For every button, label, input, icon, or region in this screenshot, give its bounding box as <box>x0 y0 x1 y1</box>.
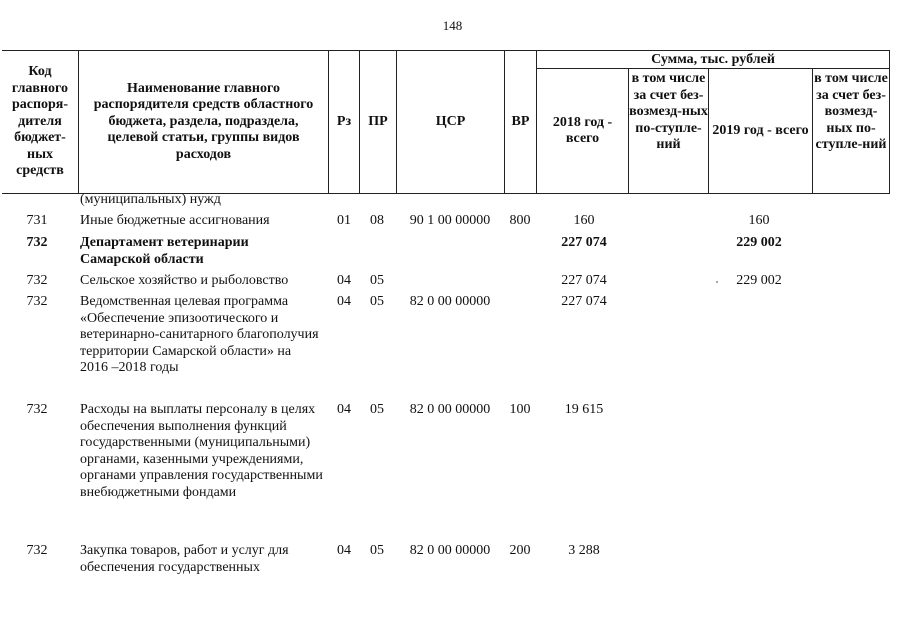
row-2-sum-2019: 229 002 <box>736 235 782 250</box>
row-5-code: 732 <box>26 402 48 417</box>
row-6-csr: 82 0 00 00000 <box>409 543 491 558</box>
row-1-csr: 90 1 00 00000 <box>409 213 491 228</box>
row-5-name: Расходы на выплаты персоналу в целях обеспечения выполнения функций государственными (муниципальными) органами, казенными учреждениями, органами управления государственными внебюджетными фондами <box>80 402 323 500</box>
row-3-code: 732 <box>26 273 48 288</box>
header-2018-gratis: в том числе за счет без-возмезд-ных по-ступле-ний <box>628 69 708 193</box>
row-6-vr: 200 <box>509 543 531 558</box>
table-header <box>2 50 890 194</box>
scan-speck <box>716 281 718 283</box>
row-4-csr: 82 0 00 00000 <box>409 294 491 309</box>
row-3-pr: 05 <box>370 273 384 288</box>
header-pr: ПР <box>359 51 396 193</box>
row-1-pr: 08 <box>370 213 384 228</box>
row-3-rz: 04 <box>337 273 351 288</box>
row-1-rz: 01 <box>337 213 351 228</box>
page-number: 148 <box>442 18 463 33</box>
row-4-rz: 04 <box>337 294 351 309</box>
header-2018-total: 2018 год - всего <box>536 69 628 193</box>
row-6-name: Закупка товаров, работ и услуг для обеспечения государственных <box>80 543 289 575</box>
row-1-code: 731 <box>26 213 48 228</box>
row-2-sum-2018: 227 074 <box>561 235 607 250</box>
row-1-name: Иные бюджетные ассигнования <box>80 213 270 228</box>
row-4-sum-2018: 227 074 <box>561 294 607 309</box>
header-sum: Сумма, тыс. рублей <box>536 51 890 69</box>
row-4-pr: 05 <box>370 294 384 309</box>
row-1-sum-2018: 160 <box>573 213 595 228</box>
row-4-code: 732 <box>26 294 48 309</box>
row-5-pr: 05 <box>370 402 384 417</box>
row-2-code: 732 <box>26 235 48 250</box>
row-3-name: Сельское хозяйство и рыболовство <box>80 273 289 288</box>
header-2019-total: 2019 год - всего <box>708 69 812 193</box>
row-1-sum-2019: 160 <box>748 213 770 228</box>
row-1-vr: 800 <box>509 213 531 228</box>
header-csr: ЦСР <box>396 51 504 193</box>
header-vr: ВР <box>504 51 536 193</box>
row-4-name: Ведомственная целевая программа «Обеспечение эпизоотического и ветеринарно-санитарного благополучия территории Самарской области» на 2016 –2018 годы <box>80 294 319 375</box>
row-3-sum-2018: 227 074 <box>561 273 607 288</box>
row-3-sum-2019: 229 002 <box>736 273 782 288</box>
header-code: Код главного распоря-дителя бюджет-ных средств <box>11 64 69 179</box>
header-2019-gratis: в том числе за счет без-возмезд-ных по-ступле-ний <box>812 69 890 193</box>
row-6-rz: 04 <box>337 543 351 558</box>
row-6-pr: 05 <box>370 543 384 558</box>
header-name: Наименование главного распорядителя средств областного бюджета, раздела, подраздела, целевой статьи, группы видов расходов <box>78 51 328 193</box>
row-6-code: 732 <box>26 543 48 558</box>
row-5-sum-2018: 19 615 <box>564 402 604 417</box>
row-0-name: (муниципальных) нужд <box>80 192 221 207</box>
row-5-vr: 100 <box>509 402 531 417</box>
row-5-csr: 82 0 00 00000 <box>409 402 491 417</box>
header-rz: Рз <box>328 51 359 193</box>
row-6-sum-2018: 3 288 <box>568 543 600 558</box>
row-5-rz: 04 <box>337 402 351 417</box>
row-2-name: Департамент ветеринарии Самарской области <box>80 235 249 267</box>
